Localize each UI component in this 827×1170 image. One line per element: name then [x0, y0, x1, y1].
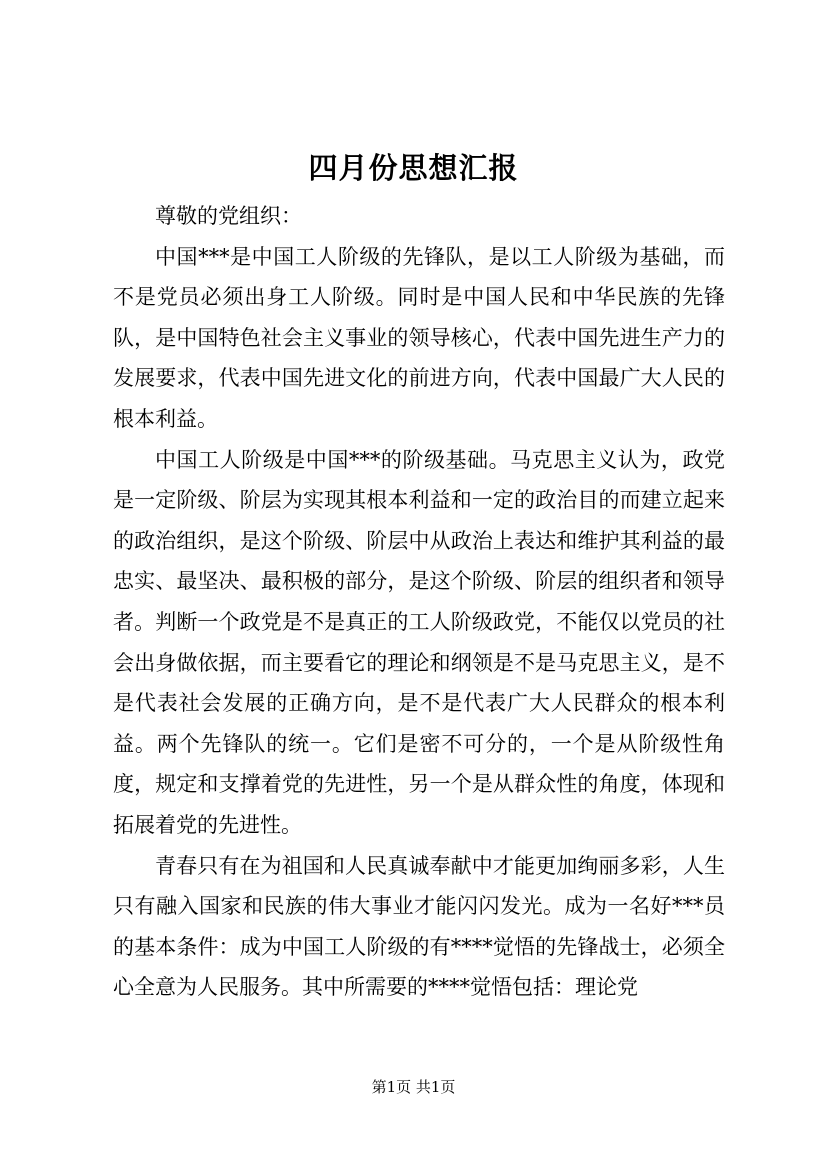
- document-body: [113, 196, 725, 1008]
- page-footer: 第1页 共1页: [371, 1078, 456, 1096]
- paragraph-2: 中国工人阶级是中国***的阶级基础。马克思主义认为，政党是一定阶级、阶层为实现其根本利益和一定的政治目的而建立起来的政治组织，是这个阶级、阶层中从政治上表达和维护其利益的最忠实、最坚决、最积极的部分，是这个阶级、阶层的组织者和领导者。判断一个政党是不是真正的工人阶级政党，不能仅以党员的社会出身做依据，而主要看它的理论和纲领是不是马克思主义，是不是代表社会发展的正确方向，是不是代表广大人民群众的根本利益。两个先锋队的统一。它们是密不可分的，一个是从阶级性角度，规定和支撑着党的先进性，另一个是从群众性的角度，体现和拓展着党的先进性。: [113, 447, 725, 837]
- document-title: 四月份思想汇报: [308, 151, 519, 185]
- paragraph-3: 青春只有在为祖国和人民真诚奉献中才能更加绚丽多彩，人生只有融入国家和民族的伟大事业才能闪闪发光。成为一名好***员的基本条件：成为中国工人阶级的有****觉悟的先锋战士，必须全心全意为人民服务。其中所需要的****觉悟包括：理论党: [113, 853, 725, 1000]
- salutation: 尊敬的党组织：: [155, 204, 302, 228]
- paragraph-1: 中国***是中国工人阶级的先锋队，是以工人阶级为基础，而不是党员必须出身工人阶级。同时是中国人民和中华民族的先锋队，是中国特色社会主义事业的领导核心，代表中国先进生产力的发展要求，代表中国先进文化的前进方向，代表中国最广大人民的根本利益。: [113, 244, 725, 431]
